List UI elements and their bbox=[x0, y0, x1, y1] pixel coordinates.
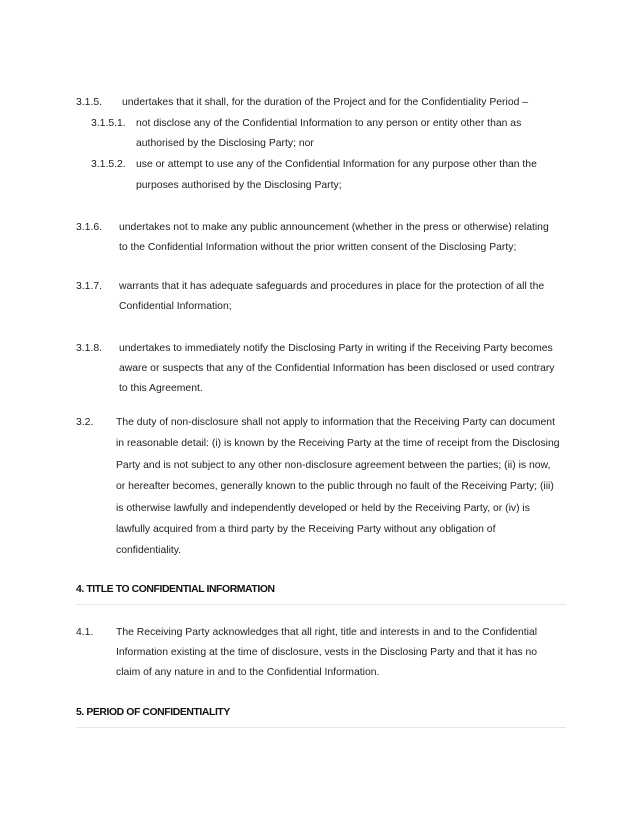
clause-text-line: in reasonable detail: (i) is known by the Receiving Party at the time of receipt from the Disclosing bbox=[116, 438, 560, 449]
clause-text-line: warrants that it has adequate safeguards and procedures in place for the protection of all the bbox=[119, 281, 545, 292]
clause-number: 3.2. bbox=[76, 417, 94, 428]
clause-text-line: The Receiving Party acknowledges that all right, title and interests in and to the Confidential bbox=[116, 627, 538, 638]
section-heading-5: 5. PERIOD OF CONFIDENTIALITY bbox=[76, 707, 230, 718]
clause-text-line: aware or suspects that any of the Confidential Information has been disclosed or used contrary bbox=[119, 363, 555, 374]
clause-text-line: undertakes not to make any public announcement (whether in the press or otherwise) relating bbox=[119, 222, 549, 233]
clause-text-line: undertakes to immediately notify the Disclosing Party in writing if the Receiving Party becomes bbox=[119, 343, 553, 354]
clause-number: 3.1.8. bbox=[76, 343, 102, 354]
clause-number: 4.1. bbox=[76, 627, 94, 638]
clause-number: 3.1.5.1. bbox=[91, 118, 126, 129]
clause-text-line: claim of any nature in and to the Confidential Information. bbox=[116, 667, 380, 678]
clause-text-line: purposes authorised by the Disclosing Party; bbox=[136, 180, 342, 191]
clause-number: 3.1.5.2. bbox=[91, 159, 126, 170]
clause-text-line: to this Agreement. bbox=[119, 383, 203, 394]
section-divider bbox=[76, 604, 566, 605]
clause-text-line: confidentiality. bbox=[116, 545, 182, 556]
section-divider bbox=[76, 727, 566, 728]
clause-text-line: Party and is not subject to any other non-disclosure agreement between the parties; (ii) is now, bbox=[116, 460, 551, 471]
clause-number: 3.1.6. bbox=[76, 222, 102, 233]
clause-text-line: is otherwise lawfully and independently developed or held by the Receiving Party, or (iv) is bbox=[116, 503, 530, 514]
clause-text-line: authorised by the Disclosing Party; nor bbox=[136, 138, 314, 149]
clause-text-line: undertakes that it shall, for the duration of the Project and for the Confidentiality Period – bbox=[122, 97, 529, 108]
clause-text-line: lawfully acquired from a third party by the Receiving Party without any obligation of bbox=[116, 524, 496, 535]
clause-text-line: not disclose any of the Confidential Information to any person or entity other than as bbox=[136, 118, 522, 129]
clause-text-line: Information existing at the time of disclosure, vests in the Disclosing Party and that it has no bbox=[116, 647, 538, 658]
clause-number: 3.1.5. bbox=[76, 97, 102, 108]
clause-text-line: The duty of non-disclosure shall not apply to information that the Receiving Party can document bbox=[116, 417, 555, 428]
clause-number: 3.1.7. bbox=[76, 281, 102, 292]
clause-text-line: to the Confidential Information without the prior written consent of the Disclosing Party; bbox=[119, 242, 517, 253]
section-heading-4: 4. TITLE TO CONFIDENTIAL INFORMATION bbox=[76, 584, 275, 595]
clause-text-line: use or attempt to use any of the Confidential Information for any purpose other than the bbox=[136, 159, 537, 170]
clause-text-line: Confidential Information; bbox=[119, 301, 232, 312]
clause-text-line: or hereafter becomes, generally known to the public through no fault of the Receiving Party; (iii) bbox=[116, 481, 554, 492]
